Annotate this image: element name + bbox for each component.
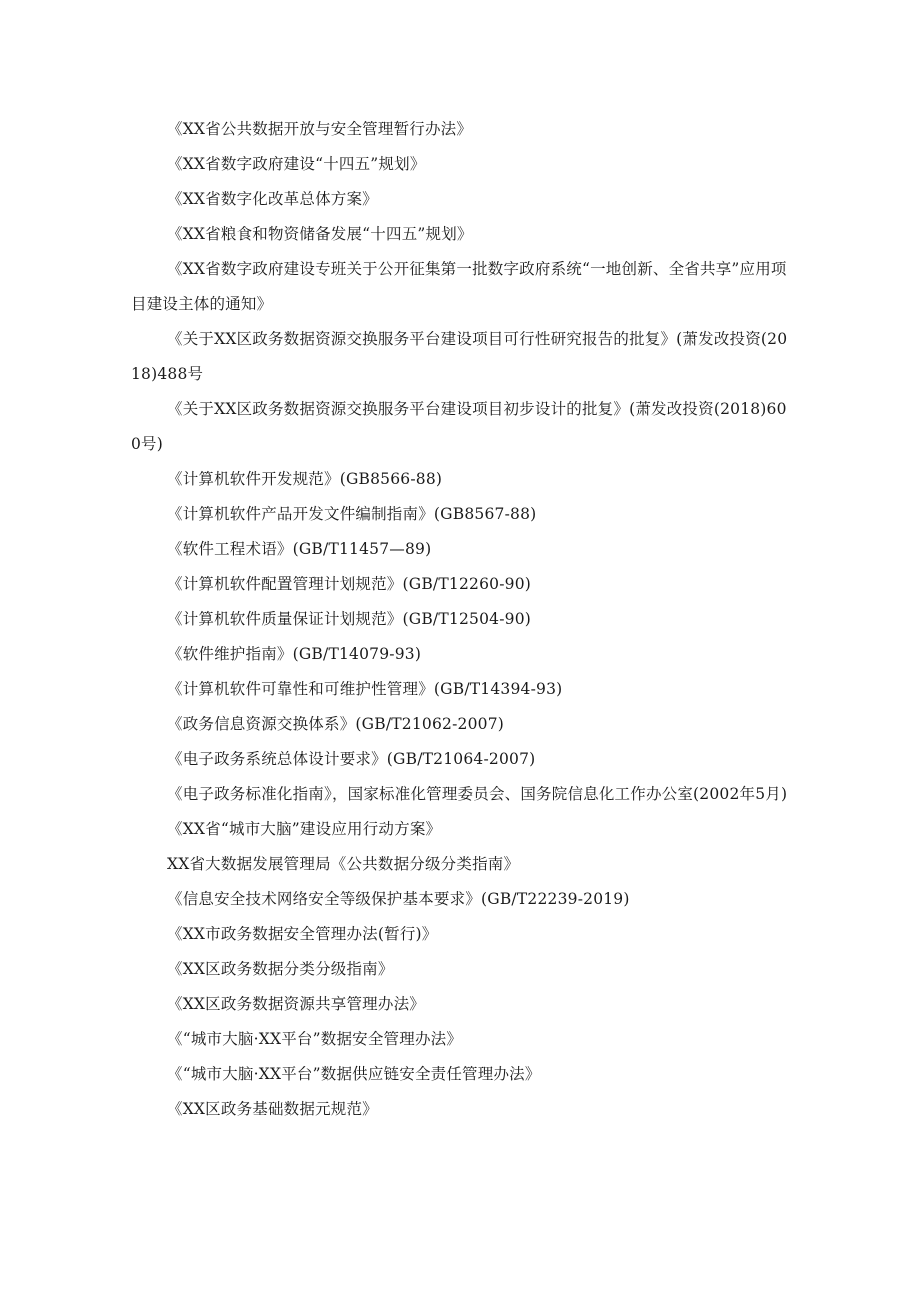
reference-item: 《软件工程术语》(GB/T11457—89) (167, 540, 432, 558)
reference-item: 《XX省公共数据开放与安全管理暂行办法》 (167, 120, 473, 138)
reference-item: 《XX省数字化改革总体方案》 (167, 190, 378, 208)
reference-item: 《计算机软件质量保证计划规范》(GB/T12504-90) (167, 610, 531, 628)
reference-item: 《XX省粮食和物资储备发展“十四五”规划》 (167, 225, 473, 243)
reference-item: 《XX省“城市大脑”建设应用行动方案》 (167, 820, 442, 838)
reference-item: 《关于XX区政务数据资源交换服务平台建设项目可行性研究报告的批复》(萧发改投资(2018)488号 (131, 330, 788, 383)
reference-item: 《XX区政务基础数据元规范》 (167, 1100, 378, 1118)
reference-item: 《电子政务标准化指南》，国家标准化管理委员会、国务院信息化工作办公室(2002年5月) (167, 785, 788, 803)
reference-item: 《政务信息资源交换体系》(GB/T21062-2007) (167, 715, 505, 733)
reference-item: XX省大数据发展管理局《公共数据分级分类指南》 (167, 855, 520, 873)
reference-item: 《XX区政务数据资源共享管理办法》 (167, 995, 425, 1013)
reference-item: 《关于XX区政务数据资源交换服务平台建设项目初步设计的批复》(萧发改投资(2018)600号) (131, 400, 787, 453)
reference-item: 《XX区政务数据分类分级指南》 (167, 960, 394, 978)
reference-item: 《信息安全技术网络安全等级保护基本要求》(GB/T22239-2019) (167, 890, 630, 908)
reference-item: 《电子政务系统总体设计要求》(GB/T21064-2007) (167, 750, 536, 768)
reference-item: 《“城市大脑·XX平台”数据安全管理办法》 (167, 1030, 463, 1048)
reference-list (131, 112, 791, 1127)
reference-item: 《计算机软件产品开发文件编制指南》(GB8567-88) (167, 505, 537, 523)
reference-item: 《XX市政务数据安全管理办法(暂行)》 (167, 925, 438, 943)
reference-item: 《软件维护指南》(GB/T14079-93) (167, 645, 422, 663)
reference-item: 《计算机软件可靠性和可维护性管理》(GB/T14394-93) (167, 680, 563, 698)
reference-item: 《计算机软件配置管理计划规范》(GB/T12260-90) (167, 575, 531, 593)
reference-item: 《“城市大脑·XX平台”数据供应链安全责任管理办法》 (167, 1065, 541, 1083)
reference-item: 《计算机软件开发规范》(GB8566-88) (167, 470, 443, 488)
reference-item: 《XX省数字政府建设“十四五”规划》 (167, 155, 426, 173)
reference-item: 《XX省数字政府建设专班关于公开征集第一批数字政府系统“一地创新、全省共享”应用项目建设主体的通知》 (131, 260, 787, 313)
